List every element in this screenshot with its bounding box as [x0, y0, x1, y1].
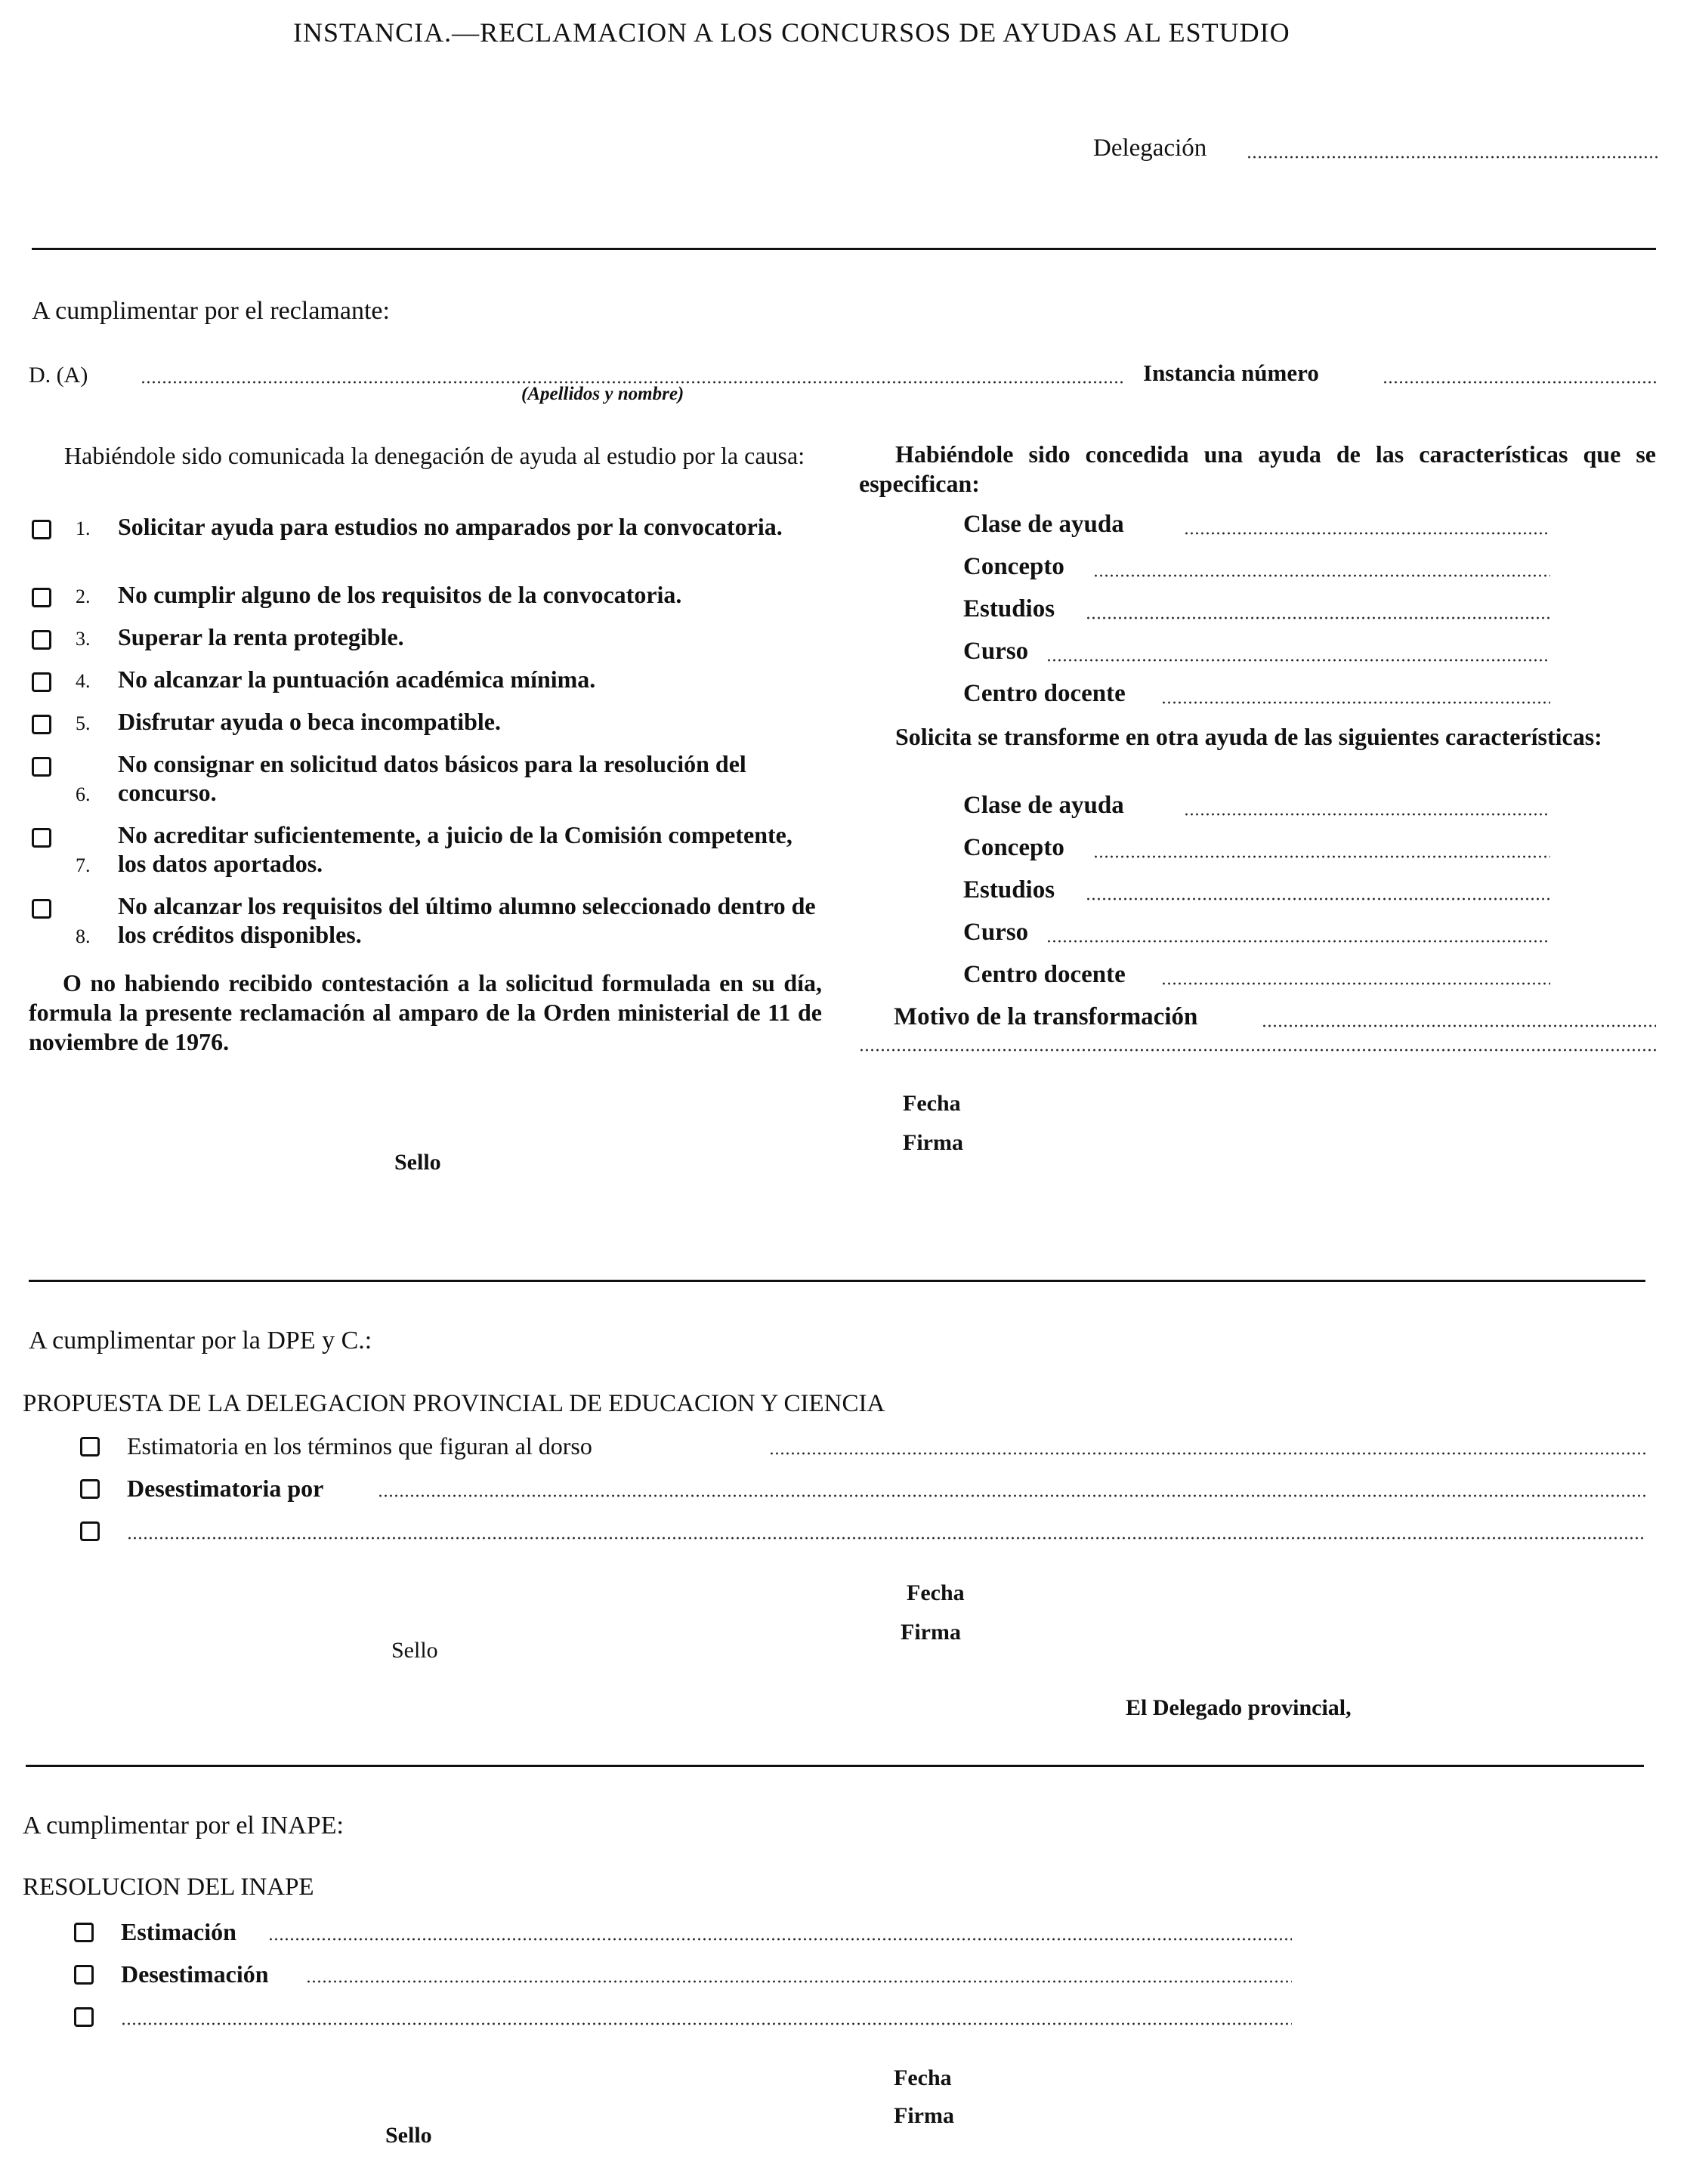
field-a-centro: Centro docente	[963, 680, 1126, 707]
s2-option-1-checkbox[interactable]	[80, 1437, 100, 1457]
field-a-curso: Curso	[963, 638, 1029, 665]
s2-option-2-checkbox[interactable]	[80, 1479, 100, 1499]
cause-7-text: No acreditar suficientemente, a juicio de la Comisión competente, los datos aportados.	[118, 821, 792, 877]
s3-option-2-checkbox[interactable]	[74, 1965, 94, 1985]
cause-3-checkbox[interactable]	[32, 630, 51, 650]
field-b-centro-input[interactable]	[1161, 982, 1550, 985]
cause-5	[76, 707, 820, 736]
cause-8-checkbox[interactable]	[32, 899, 51, 919]
cause-5-text: Disfrutar ayuda o beca incompatible.	[118, 708, 501, 735]
section2-subtitle: PROPUESTA DE LA DELEGACION PROVINCIAL DE EDUCACION Y CIENCIA	[23, 1390, 885, 1417]
cause-1-checkbox[interactable]	[32, 520, 51, 539]
cause-1-number: 1.	[76, 517, 91, 539]
delegado-label: El Delegado provincial,	[1126, 1695, 1352, 1720]
s3-firma-label: Firma	[894, 2103, 954, 2128]
motivo-field-1[interactable]	[1262, 1024, 1656, 1027]
cause-6	[76, 749, 820, 807]
s3-option-1-field[interactable]	[268, 1938, 1292, 1941]
s2-option-1-label: Estimatoria en los términos que figuran al dorso	[127, 1432, 592, 1460]
cause-4	[76, 665, 820, 694]
s1-fecha-label: Fecha	[903, 1091, 961, 1116]
left-intro: Habiéndole sido comunicada la denegación de ayuda al estudio por la causa:	[64, 442, 805, 469]
cause-4-checkbox[interactable]	[32, 672, 51, 692]
instance-label: Instancia número	[1143, 360, 1319, 386]
name-prefix: D. (A)	[29, 363, 88, 388]
field-b-curso: Curso	[963, 919, 1029, 946]
field-a-curso-input[interactable]	[1046, 659, 1550, 662]
field-b-centro: Centro docente	[963, 961, 1126, 988]
page-title: INSTANCIA.—RECLAMACION A LOS CONCURSOS DE AYUDAS AL ESTUDIO	[293, 17, 1290, 48]
name-hint: (Apellidos y nombre)	[521, 384, 684, 404]
section2-heading: A cumplimentar por la DPE y C.:	[29, 1327, 372, 1355]
s3-option-3-checkbox[interactable]	[74, 2007, 94, 2027]
field-b-estudios: Estudios	[963, 876, 1055, 904]
s3-option-2-field[interactable]	[306, 1980, 1292, 1983]
field-b-concepto: Concepto	[963, 834, 1064, 861]
field-a-concepto-input[interactable]	[1093, 574, 1550, 577]
cause-8-number: 8.	[76, 925, 91, 947]
cause-7-number: 7.	[76, 854, 91, 876]
field-b-curso-input[interactable]	[1046, 940, 1550, 943]
s3-sello-label: Sello	[385, 2123, 432, 2148]
cause-6-number: 6.	[76, 783, 91, 805]
s1-firma-label: Firma	[903, 1130, 963, 1155]
cause-8	[76, 891, 820, 949]
section1-heading: A cumplimentar por el reclamante:	[32, 297, 390, 325]
field-a-centro-input[interactable]	[1161, 701, 1550, 704]
divider	[26, 1765, 1644, 1767]
section3-subtitle: RESOLUCION DEL INAPE	[23, 1874, 314, 1901]
cause-4-text: No alcanzar la puntuación académica mínima.	[118, 666, 596, 693]
s2-option-1-field[interactable]	[769, 1452, 1645, 1455]
delegacion-field[interactable]	[1247, 156, 1658, 159]
transform-intro: Solicita se transforme en otra ayuda de las siguientes características:	[895, 723, 1602, 750]
field-a-concepto: Concepto	[963, 553, 1064, 580]
s3-option-3-field[interactable]	[121, 2022, 1292, 2025]
cause-2-checkbox[interactable]	[32, 588, 51, 607]
cause-4-number: 4.	[76, 670, 91, 692]
cause-2-number: 2.	[76, 585, 91, 607]
right-intro: Habiéndole sido concedida una ayuda de las características que se especifican:	[859, 440, 1656, 497]
motivo-label: Motivo de la transformación	[894, 1003, 1198, 1030]
cause-2-text: No cumplir alguno de los requisitos de la convocatoria.	[118, 581, 682, 608]
cause-8-text: No alcanzar los requisitos del último alumno seleccionado dentro de los créditos disponibles.	[118, 892, 816, 948]
delegacion-label: Delegación	[1093, 134, 1207, 162]
s2-option-2-label: Desestimatoria por	[127, 1475, 324, 1502]
cause-6-checkbox[interactable]	[32, 757, 51, 777]
cause-6-text: No consignar en solicitud datos básicos para la resolución del concurso.	[118, 750, 746, 806]
cause-5-number: 5.	[76, 712, 91, 734]
cause-3	[76, 622, 820, 651]
field-a-estudios: Estudios	[963, 595, 1055, 622]
field-b-clase-input[interactable]	[1184, 813, 1550, 816]
s2-option-2-field[interactable]	[378, 1494, 1645, 1497]
section3-heading: A cumplimentar por el INAPE:	[23, 1812, 344, 1840]
s2-option-3-field[interactable]	[127, 1537, 1645, 1540]
field-a-estudios-input[interactable]	[1086, 616, 1550, 619]
s3-option-1-label: Estimación	[121, 1918, 236, 1945]
divider	[29, 1280, 1645, 1282]
cause-3-text: Superar la renta protegible.	[118, 623, 404, 650]
cause-7	[76, 820, 820, 878]
s1-sello-label: Sello	[394, 1150, 441, 1175]
field-a-clase: Clase de ayuda	[963, 511, 1124, 538]
field-b-estudios-input[interactable]	[1086, 897, 1550, 900]
s2-firma-label: Firma	[901, 1620, 961, 1645]
s2-fecha-label: Fecha	[907, 1580, 965, 1605]
cause-1-text: Solicitar ayuda para estudios no amparados por la convocatoria.	[118, 513, 783, 540]
cause-7-checkbox[interactable]	[32, 828, 51, 848]
instance-field[interactable]	[1383, 381, 1656, 384]
cause-5-checkbox[interactable]	[32, 715, 51, 734]
divider	[32, 248, 1656, 250]
cause-2	[76, 580, 820, 609]
field-b-concepto-input[interactable]	[1093, 855, 1550, 858]
s3-fecha-label: Fecha	[894, 2065, 952, 2090]
cause-3-number: 3.	[76, 628, 91, 650]
s2-sello-label: Sello	[391, 1638, 438, 1663]
s3-option-2-label: Desestimación	[121, 1960, 269, 1988]
s2-option-3-checkbox[interactable]	[80, 1521, 100, 1541]
cause-1	[76, 512, 820, 541]
field-b-clase: Clase de ayuda	[963, 792, 1124, 819]
s3-option-1-checkbox[interactable]	[74, 1923, 94, 1942]
closing-text: O no habiendo recibido contestación a la solicitud formulada en su día, formula la presente reclamación al amparo de la Orden ministerial de 11 de noviembre de 1976.	[29, 969, 822, 1055]
field-a-clase-input[interactable]	[1184, 532, 1550, 535]
motivo-field-2[interactable]	[859, 1049, 1656, 1052]
